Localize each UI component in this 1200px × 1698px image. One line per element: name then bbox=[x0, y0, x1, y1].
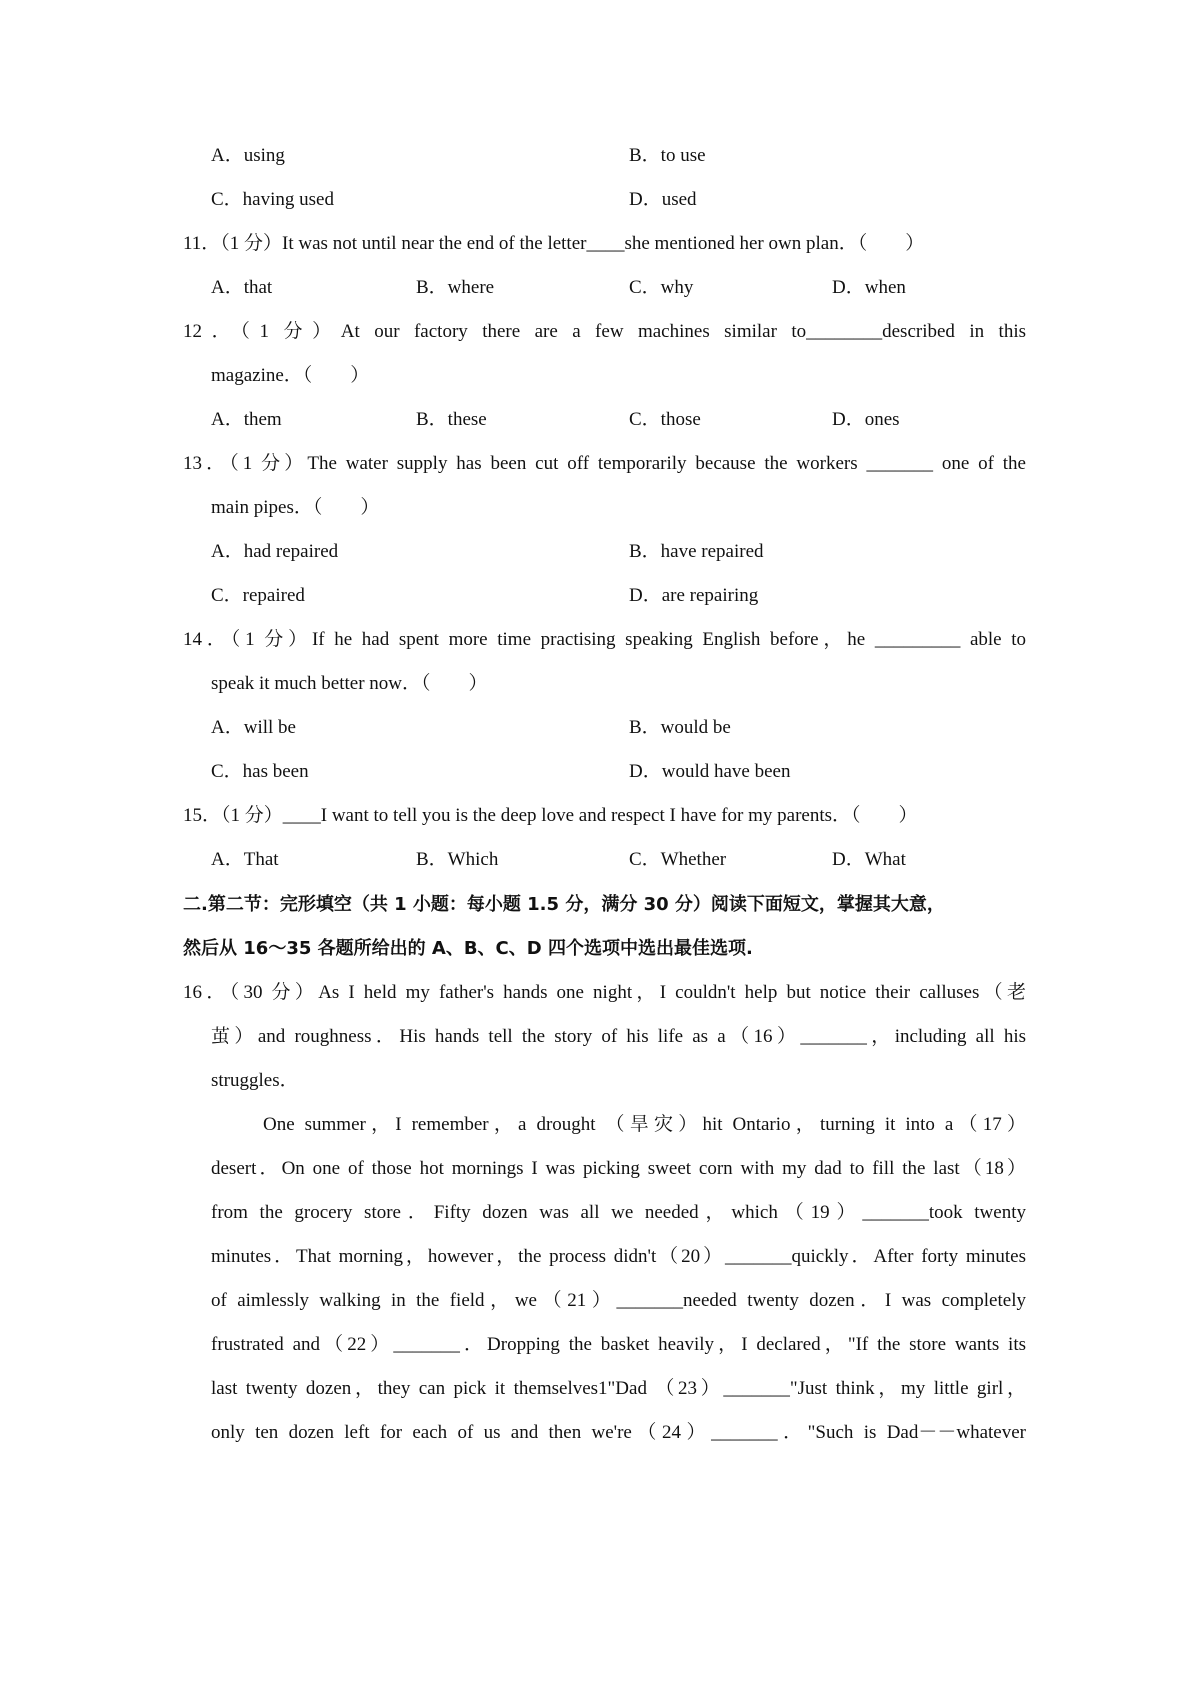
option-b: B．would be bbox=[629, 717, 731, 738]
question-14-stem-cont: speak it much better now．（ ） bbox=[211, 673, 488, 694]
option-b: B．have repaired bbox=[629, 541, 764, 562]
passage-line: from the grocery store．Fifty dozen was all we needed，which（19）_______took twenty bbox=[211, 1202, 1026, 1223]
question-12-stem: 12．（1 分）At our factory there are a few machines similar to________described in this bbox=[183, 321, 1026, 342]
passage-line: frustrated and（22）_______．Dropping the basket heavily，I declared，"If the store wants its bbox=[211, 1334, 1026, 1355]
passage-line: struggles． bbox=[211, 1070, 299, 1091]
section-heading-cont: 然后从 16～35 各题所给出的 A、B、C、D 四个选项中选出最佳选项. bbox=[183, 938, 753, 959]
passage-line: 茧）and roughness．His hands tell the story of his life as a（16）_______，including all his bbox=[211, 1026, 1026, 1047]
option-c: C．having used bbox=[211, 189, 334, 210]
question-13-stem-cont: main pipes．（ ） bbox=[211, 497, 380, 518]
option-a: A．had repaired bbox=[211, 541, 339, 562]
question-12-stem-cont: magazine．（ ） bbox=[211, 365, 370, 386]
option-d: D．when bbox=[832, 277, 906, 298]
passage-line: desert．On one of those hot mornings I was picking sweet corn with my dad to fill the last（18） bbox=[211, 1158, 1026, 1179]
option-a: A．using bbox=[211, 145, 285, 166]
passage-line: last twenty dozen，they can pick it themselves1"Dad （23）_______"Just think，my little girl， bbox=[211, 1378, 1026, 1399]
option-c: C．has been bbox=[211, 761, 309, 782]
option-c: C．Whether bbox=[629, 849, 727, 870]
option-a: A．That bbox=[211, 849, 279, 870]
option-c: C．those bbox=[629, 409, 701, 430]
option-c: C．repaired bbox=[211, 585, 305, 606]
option-b: B．these bbox=[416, 409, 487, 430]
question-11-stem: 11．（1 分）It was not until near the end of the letter____she mentioned her own plan．（ ） bbox=[183, 233, 925, 254]
passage-line: One summer，I remember，a drought （旱灾）hit Ontario，turning it into a（17） bbox=[263, 1114, 1026, 1135]
option-a: A．them bbox=[211, 409, 282, 430]
option-d: D．used bbox=[629, 189, 697, 210]
passage-line: only ten dozen left for each of us and then we're（24）_______．"Such is Dad－－whatever bbox=[211, 1422, 1026, 1443]
passage-line: 16．（30 分）As I held my father's hands one night，I couldn't help but notice their calluses（老 bbox=[183, 982, 1026, 1003]
question-15-stem: 15．（1 分）____I want to tell you is the deep love and respect I have for my parents．（ ） bbox=[183, 805, 918, 826]
question-13-stem: 13．（1 分）The water supply has been cut off temporarily because the workers _______ one of the bbox=[183, 453, 1026, 474]
option-d: D．would have been bbox=[629, 761, 791, 782]
option-b: B．to use bbox=[629, 145, 706, 166]
option-a: A．will be bbox=[211, 717, 296, 738]
option-d: D．ones bbox=[832, 409, 900, 430]
passage-line: of aimlessly walking in the field，we（21）_______needed twenty dozen．I was completely bbox=[211, 1290, 1026, 1311]
option-a: A．that bbox=[211, 277, 273, 298]
question-14-stem: 14．（1 分）If he had spent more time practising speaking English before，he _________ able to bbox=[183, 629, 1026, 650]
option-b: B．where bbox=[416, 277, 495, 298]
option-d: D．are repairing bbox=[629, 585, 759, 606]
passage-line: minutes．That morning，however，the process didn't（20）_______quickly．After forty minutes bbox=[211, 1246, 1026, 1267]
option-d: D．What bbox=[832, 849, 906, 870]
section-heading: 二.第二节：完形填空（共 1 小题：每小题 1.5 分，满分 30 分）阅读下面短文，掌握其大意， bbox=[183, 894, 945, 915]
option-c: C．why bbox=[629, 277, 694, 298]
option-b: B．Which bbox=[416, 849, 499, 870]
